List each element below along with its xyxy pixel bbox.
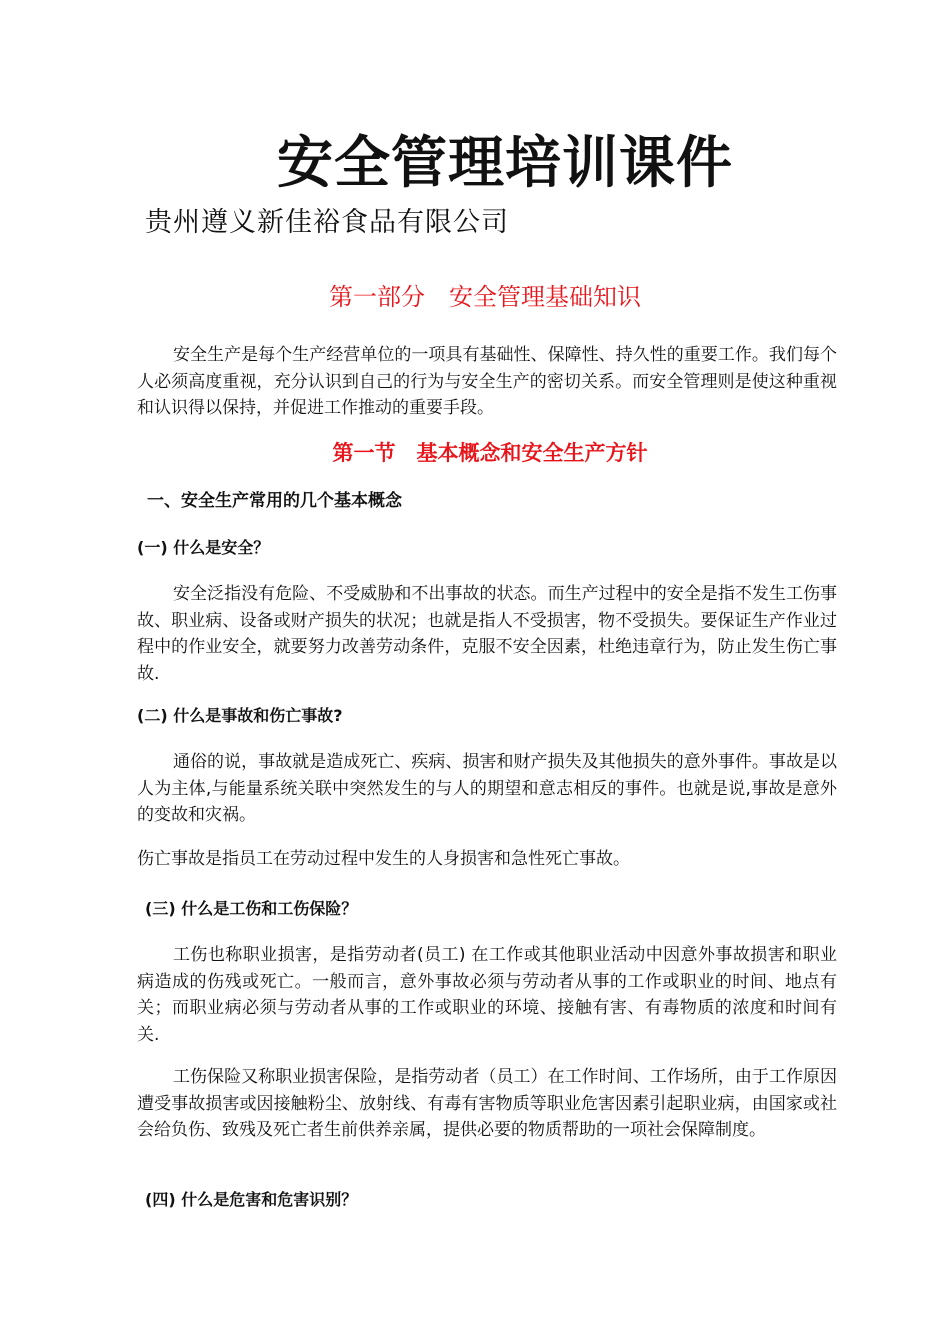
q2-paragraph-1: 通俗的说，事故就是造成死亡、疾病、损害和财产损失及其他损失的意外事件。事故是以人为主体,与能量系统关联中突然发生的与人的期望和意志相反的事件。也就是说,事故是意外的变故和灾祸。	[137, 752, 837, 825]
q3-heading: (三) 什么是工伤和工伤保险？	[145, 899, 358, 918]
q3-paragraph-2: 工伤保险又称职业损害保险，是指劳动者（员工）在工作时间、工作场所，由于工作原因遭受事故损害或因接触粉尘、放射线、有毒有害物质等职业危害因素引起职业病，由国家或社会给负伤、致残及死亡者生前供养亲属，提供必要的物质帮助的一项社会保障制度。	[137, 1067, 837, 1140]
q1-paragraph: 安全泛指没有危险、不受威胁和不出事故的状态。而生产过程中的安全是指不发生工伤事故、职业病、设备或财产损失的状况；也就是指人不受损害，物不受损失。要保证生产作业过程中的作业安全，就要努力改善劳动条件，克服不安全因素，杜绝违章行为，防止发生伤亡事故.	[137, 584, 837, 684]
q4-heading: (四) 什么是危害和危害识别？	[145, 1190, 358, 1209]
company-name: 贵州遵义新佳裕食品有限公司	[145, 207, 509, 238]
q3-paragraph-1: 工伤也称职业损害，是指劳动者(员工) 在工作或其他职业活动中因意外事故损害和职业病造成的伤残或死亡。一般而言，意外事故必须与劳动者从事的工作或职业的时间、地点有关；而职业病必须与劳动者从事的工作或职业的环境、接触有害、有毒物质的浓度和时间有关.	[137, 945, 837, 1045]
section-heading: 第一节 基本概念和安全生产方针	[332, 441, 648, 465]
part-heading: 第一部分 安全管理基础知识	[329, 283, 641, 311]
document-title: 安全管理培训课件	[277, 130, 733, 196]
q2-heading: (二) 什么是事故和伤亡事故?	[137, 706, 343, 725]
intro-paragraph: 安全生产是每个生产经营单位的一项具有基础性、保障性、持久性的重要工作。我们每个人必须高度重视，充分认识到自己的行为与安全生产的密切关系。而安全管理则是使这种重视和认识得以保持，并促进工作推动的重要手段。	[137, 345, 837, 418]
q1-heading: (一) 什么是安全？	[137, 538, 270, 557]
subsection-heading: 一、安全生产常用的几个基本概念	[147, 491, 402, 511]
q2-paragraph-2: 伤亡事故是指员工在劳动过程中发生的人身损害和急性死亡事故。	[137, 849, 630, 869]
